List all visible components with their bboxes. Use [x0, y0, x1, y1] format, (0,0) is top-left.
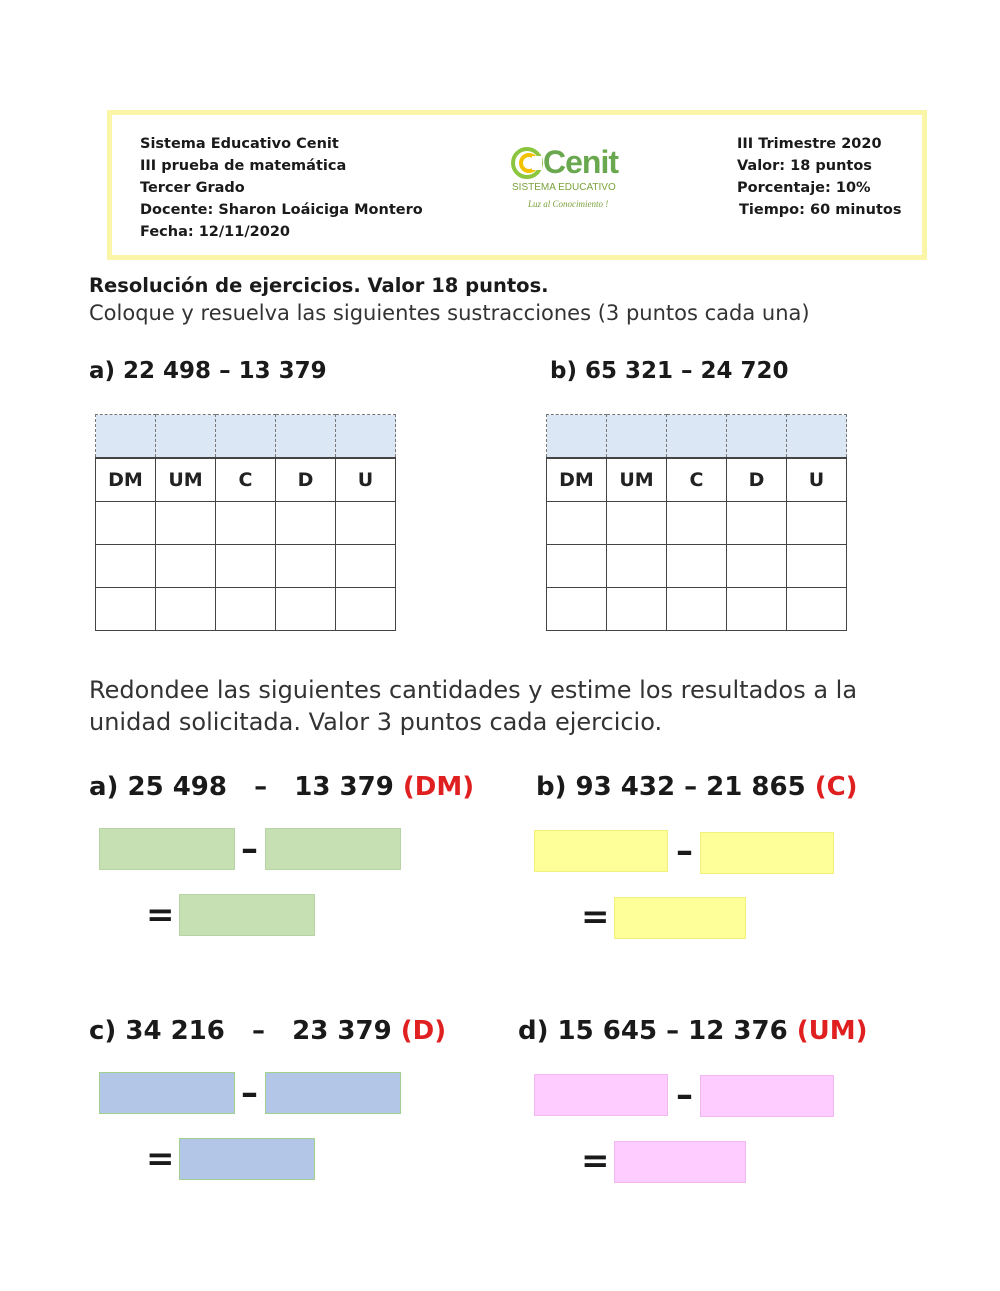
logo-subtitle: SISTEMA EDUCATIVO: [512, 182, 616, 193]
table-cell[interactable]: [216, 502, 276, 545]
table-cell[interactable]: [547, 502, 607, 545]
answer-box-d-result[interactable]: [614, 1141, 746, 1183]
equals-sign: =: [146, 895, 175, 935]
table-cell[interactable]: [667, 502, 727, 545]
table-cell[interactable]: [216, 545, 276, 588]
exercise-expression: a) 25 498 – 13 379: [89, 772, 403, 802]
rounding-instruction: [89, 674, 919, 738]
column-header-d: D: [276, 458, 336, 502]
header-time: Tiempo: 60 minutos: [739, 202, 902, 218]
logo-tagline: Luz al Conocimiento !: [528, 199, 609, 209]
table-cell[interactable]: [727, 588, 787, 631]
exercise-unit: (DM): [402, 772, 475, 802]
table-cell[interactable]: [156, 502, 216, 545]
table-cell[interactable]: [156, 545, 216, 588]
table-cell[interactable]: [96, 545, 156, 588]
column-header-um: UM: [156, 458, 216, 502]
section-title: Resolución de ejercicios. Valor 18 puntos.: [89, 274, 549, 297]
table-cell[interactable]: [607, 502, 667, 545]
table-cell[interactable]: [667, 545, 727, 588]
header-date: Fecha: 12/11/2020: [140, 224, 291, 240]
answer-box-c-1[interactable]: [99, 1072, 235, 1114]
column-header-c: C: [216, 458, 276, 502]
table-cell[interactable]: [156, 415, 216, 459]
answer-box-a-2[interactable]: [265, 828, 401, 870]
exercise-unit: (C): [814, 772, 858, 802]
place-value-table-a: [95, 414, 396, 631]
table-cell[interactable]: [276, 588, 336, 631]
table-cell[interactable]: [607, 588, 667, 631]
column-header-u: U: [336, 458, 396, 502]
table-cell[interactable]: [96, 415, 156, 459]
table-cell[interactable]: [607, 545, 667, 588]
answer-box-b-1[interactable]: [534, 830, 668, 872]
table-cell[interactable]: [276, 502, 336, 545]
rounding-exercise-b: [536, 772, 858, 802]
table-cell[interactable]: [156, 588, 216, 631]
answer-box-a-1[interactable]: [99, 828, 235, 870]
minus-sign: –: [241, 1073, 258, 1113]
answer-box-d-2[interactable]: [700, 1075, 834, 1117]
equals-sign: =: [146, 1139, 175, 1179]
answer-box-b-result[interactable]: [614, 897, 746, 939]
table-cell[interactable]: [547, 545, 607, 588]
exercise-expression: c) 34 216 – 23 379: [89, 1016, 401, 1046]
minus-sign: –: [241, 829, 258, 869]
section-instruction: Coloque y resuelva las siguientes sustracciones (3 puntos cada una): [89, 301, 810, 325]
minus-sign: –: [676, 1075, 693, 1115]
header-test: III prueba de matemática: [140, 158, 347, 174]
cenit-logo-icon: [510, 146, 544, 180]
header-left-info: [140, 133, 423, 243]
header-term: III Trimestre 2020: [737, 136, 882, 152]
table-cell[interactable]: [727, 415, 787, 459]
exercise-unit: (D): [400, 1016, 447, 1046]
rounding-exercise-a: [89, 772, 474, 802]
table-cell[interactable]: [216, 588, 276, 631]
equals-sign: =: [581, 897, 610, 937]
column-header-um: UM: [607, 458, 667, 502]
table-cell[interactable]: [787, 502, 847, 545]
table-cell[interactable]: [276, 545, 336, 588]
answer-box-c-2[interactable]: [265, 1072, 401, 1114]
rounding-exercise-c: [89, 1016, 446, 1046]
table-cell[interactable]: [667, 415, 727, 459]
header-right-info: [737, 133, 901, 221]
table-cell[interactable]: [787, 415, 847, 459]
equals-sign: =: [581, 1141, 610, 1181]
table-cell[interactable]: [216, 415, 276, 459]
table-cell[interactable]: [336, 502, 396, 545]
table-cell[interactable]: [336, 545, 396, 588]
header-teacher: Docente: Sharon Loáiciga Montero: [140, 202, 423, 218]
exercise-a-label: a) 22 498 – 13 379: [89, 358, 327, 384]
header-school: Sistema Educativo Cenit: [140, 136, 339, 152]
table-cell[interactable]: [96, 588, 156, 631]
table-cell[interactable]: [547, 415, 607, 459]
place-value-table-b: [546, 414, 847, 631]
column-header-d: D: [727, 458, 787, 502]
table-cell[interactable]: [547, 588, 607, 631]
table-cell[interactable]: [276, 415, 336, 459]
rounding-instruction-line1: Redondee las siguientes cantidades y estime los resultados a la: [89, 676, 858, 704]
logo-word: Cenit: [543, 144, 618, 180]
table-cell[interactable]: [336, 415, 396, 459]
table-cell[interactable]: [667, 588, 727, 631]
table-cell[interactable]: [96, 502, 156, 545]
column-header-dm: DM: [96, 458, 156, 502]
table-cell[interactable]: [787, 545, 847, 588]
column-header-u: U: [787, 458, 847, 502]
exercise-unit: (UM): [796, 1016, 868, 1046]
rounding-exercise-d: [518, 1016, 867, 1046]
exercise-expression: b) 93 432 – 21 865: [536, 772, 815, 802]
answer-box-a-result[interactable]: [179, 894, 315, 936]
answer-box-d-1[interactable]: [534, 1074, 668, 1116]
header-grade: Tercer Grado: [140, 180, 245, 196]
answer-box-b-2[interactable]: [700, 832, 834, 874]
column-header-dm: DM: [547, 458, 607, 502]
table-cell[interactable]: [336, 588, 396, 631]
answer-box-c-result[interactable]: [179, 1138, 315, 1180]
header-value: Valor: 18 puntos: [737, 158, 872, 174]
column-header-c: C: [667, 458, 727, 502]
exercise-b-label: b) 65 321 – 24 720: [550, 358, 789, 384]
table-cell[interactable]: [727, 545, 787, 588]
rounding-instruction-line2: unidad solicitada. Valor 3 puntos cada ejercicio.: [89, 708, 663, 736]
header-percentage: Porcentaje: 10%: [737, 180, 871, 196]
table-cell[interactable]: [787, 588, 847, 631]
exercise-expression: d) 15 645 – 12 376: [518, 1016, 797, 1046]
minus-sign: –: [676, 831, 693, 871]
table-cell[interactable]: [727, 502, 787, 545]
table-cell[interactable]: [607, 415, 667, 459]
